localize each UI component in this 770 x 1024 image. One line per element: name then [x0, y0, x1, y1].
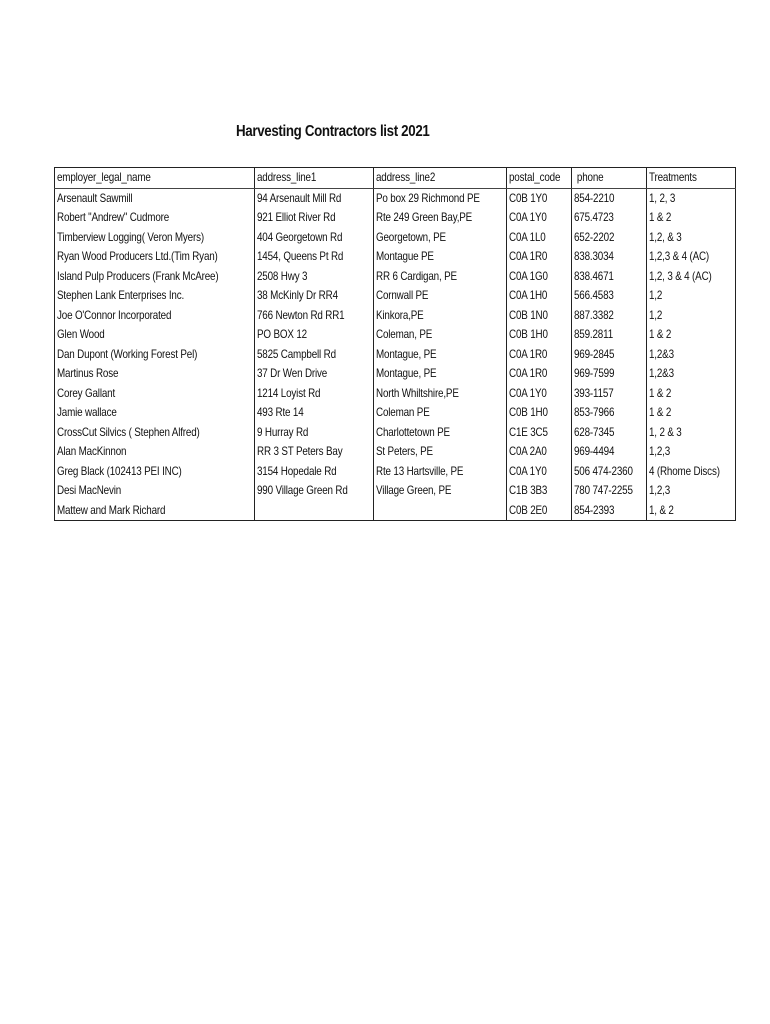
employer-name-cell: Timberview Logging( Veron Myers) [55, 228, 255, 248]
postal-code-cell: C0B 1Y0 [506, 188, 572, 208]
employer-name-cell: Robert "Andrew" Cudmore [55, 208, 255, 228]
postal-code-cell: C0A 2A0 [506, 442, 572, 462]
postal-code-cell: C0A 1R0 [506, 345, 572, 365]
table-row [55, 442, 736, 462]
treatments-cell: 1,2&3 [647, 345, 736, 365]
postal-code-cell: C0A 1Y0 [506, 384, 572, 404]
phone-cell: 628-7345 [572, 423, 647, 443]
phone-cell: 854-2210 [572, 188, 647, 208]
address-line1-cell: 1214 Loyist Rd [254, 384, 373, 404]
treatments-cell: 1,2, 3 & 4 (AC) [647, 267, 736, 287]
table-row [55, 462, 736, 482]
treatments-cell: 1,2&3 [647, 364, 736, 384]
table-row [55, 188, 736, 208]
employer-name-cell: Greg Black (102413 PEI INC) [55, 462, 255, 482]
phone-cell: 393-1157 [572, 384, 647, 404]
address-line2-cell: Cornwall PE [373, 286, 506, 306]
address-line2-cell: Village Green, PE [373, 481, 506, 501]
phone-cell: 838.4671 [572, 267, 647, 287]
contractors-table [54, 167, 736, 521]
table-row [55, 208, 736, 228]
employer-name-cell: Arsenault Sawmill [55, 188, 255, 208]
employer-name-cell: Island Pulp Producers (Frank McAree) [55, 267, 255, 287]
employer-name-cell: Stephen Lank Enterprises Inc. [55, 286, 255, 306]
address-line1-cell [254, 501, 373, 521]
phone-cell: 675.4723 [572, 208, 647, 228]
address-line2-cell: Charlottetown PE [373, 423, 506, 443]
address-line1-cell: 3154 Hopedale Rd [254, 462, 373, 482]
column-header: employer_legal_name [55, 168, 255, 189]
address-line2-cell: Georgetown, PE [373, 228, 506, 248]
phone-cell: 854-2393 [572, 501, 647, 521]
table-row [55, 501, 736, 521]
treatments-cell: 1 & 2 [647, 325, 736, 345]
treatments-cell: 1 & 2 [647, 208, 736, 228]
phone-cell: 859.2811 [572, 325, 647, 345]
phone-cell: 838.3034 [572, 247, 647, 267]
postal-code-cell: C1B 3B3 [506, 481, 572, 501]
employer-name-cell: Mattew and Mark Richard [55, 501, 255, 521]
address-line1-cell: 2508 Hwy 3 [254, 267, 373, 287]
employer-name-cell: Ryan Wood Producers Ltd.(Tim Ryan) [55, 247, 255, 267]
table-row [55, 423, 736, 443]
address-line1-cell: 9 Hurray Rd [254, 423, 373, 443]
treatments-cell: 1 & 2 [647, 403, 736, 423]
address-line1-cell: 921 Elliot River Rd [254, 208, 373, 228]
phone-cell: 566.4583 [572, 286, 647, 306]
table-row [55, 364, 736, 384]
address-line2-cell: Po box 29 Richmond PE [373, 188, 506, 208]
phone-cell: 853-7966 [572, 403, 647, 423]
postal-code-cell: C0A 1Y0 [506, 208, 572, 228]
treatments-cell: 1,2,3 [647, 442, 736, 462]
treatments-cell: 1,2 [647, 306, 736, 326]
table-row [55, 345, 736, 365]
employer-name-cell: Desi MacNevin [55, 481, 255, 501]
treatments-cell: 1, & 2 [647, 501, 736, 521]
address-line2-cell: RR 6 Cardigan, PE [373, 267, 506, 287]
address-line1-cell: PO BOX 12 [254, 325, 373, 345]
address-line1-cell: 1454, Queens Pt Rd [254, 247, 373, 267]
phone-cell: 969-2845 [572, 345, 647, 365]
address-line1-cell: 37 Dr Wen Drive [254, 364, 373, 384]
employer-name-cell: Alan MacKinnon [55, 442, 255, 462]
employer-name-cell: Joe O'Connor Incorporated [55, 306, 255, 326]
employer-name-cell: Dan Dupont (Working Forest Pel) [55, 345, 255, 365]
address-line1-cell: 493 Rte 14 [254, 403, 373, 423]
address-line1-cell: 5825 Campbell Rd [254, 345, 373, 365]
address-line2-cell: St Peters, PE [373, 442, 506, 462]
address-line2-cell: Montague, PE [373, 345, 506, 365]
table-row [55, 325, 736, 345]
postal-code-cell: C0B 1N0 [506, 306, 572, 326]
address-line2-cell: Coleman PE [373, 403, 506, 423]
table-row [55, 384, 736, 404]
table-row [55, 481, 736, 501]
table-row [55, 306, 736, 326]
postal-code-cell: C0A 1Y0 [506, 462, 572, 482]
treatments-cell: 1, 2 & 3 [647, 423, 736, 443]
column-header: postal_code [506, 168, 572, 189]
address-line1-cell: 38 McKinly Dr RR4 [254, 286, 373, 306]
address-line1-cell: 94 Arsenault Mill Rd [254, 188, 373, 208]
postal-code-cell: C0A 1H0 [506, 286, 572, 306]
address-line2-cell: Rte 13 Hartsville, PE [373, 462, 506, 482]
postal-code-cell: C0B 2E0 [506, 501, 572, 521]
employer-name-cell: Corey Gallant [55, 384, 255, 404]
treatments-cell: 1,2, & 3 [647, 228, 736, 248]
employer-name-cell: Glen Wood [55, 325, 255, 345]
table-row [55, 247, 736, 267]
table-row [55, 267, 736, 287]
address-line1-cell: 766 Newton Rd RR1 [254, 306, 373, 326]
address-line2-cell: North Whiltshire,PE [373, 384, 506, 404]
address-line2-cell: Rte 249 Green Bay,PE [373, 208, 506, 228]
address-line1-cell: 990 Village Green Rd [254, 481, 373, 501]
column-header: address_line2 [373, 168, 506, 189]
postal-code-cell: C0A 1L0 [506, 228, 572, 248]
employer-name-cell: Jamie wallace [55, 403, 255, 423]
treatments-cell: 1, 2, 3 [647, 188, 736, 208]
treatments-cell: 1,2,3 & 4 (AC) [647, 247, 736, 267]
address-line1-cell: 404 Georgetown Rd [254, 228, 373, 248]
phone-cell: 652-2202 [572, 228, 647, 248]
table-header-row [55, 168, 736, 189]
address-line2-cell: Montague PE [373, 247, 506, 267]
postal-code-cell: C0A 1R0 [506, 247, 572, 267]
address-line2-cell [373, 501, 506, 521]
column-header: address_line1 [254, 168, 373, 189]
table-body [55, 188, 736, 521]
address-line1-cell: RR 3 ST Peters Bay [254, 442, 373, 462]
treatments-cell: 1,2,3 [647, 481, 736, 501]
table-row [55, 403, 736, 423]
address-line2-cell: Montague, PE [373, 364, 506, 384]
postal-code-cell: C0B 1H0 [506, 325, 572, 345]
treatments-cell: 1 & 2 [647, 384, 736, 404]
column-header: phone [572, 168, 647, 189]
page-title: Harvesting Contractors list 2021 [236, 123, 430, 140]
postal-code-cell: C0A 1G0 [506, 267, 572, 287]
postal-code-cell: C1E 3C5 [506, 423, 572, 443]
employer-name-cell: CrossCut Silvics ( Stephen Alfred) [55, 423, 255, 443]
postal-code-cell: C0B 1H0 [506, 403, 572, 423]
phone-cell: 506 474-2360 [572, 462, 647, 482]
treatments-cell: 4 (Rhome Discs) [647, 462, 736, 482]
treatments-cell: 1,2 [647, 286, 736, 306]
employer-name-cell: Martinus Rose [55, 364, 255, 384]
phone-cell: 969-7599 [572, 364, 647, 384]
column-header: Treatments [647, 168, 736, 189]
phone-cell: 780 747-2255 [572, 481, 647, 501]
table-row [55, 286, 736, 306]
postal-code-cell: C0A 1R0 [506, 364, 572, 384]
address-line2-cell: Kinkora,PE [373, 306, 506, 326]
address-line2-cell: Coleman, PE [373, 325, 506, 345]
phone-cell: 887.3382 [572, 306, 647, 326]
table-row [55, 228, 736, 248]
phone-cell: 969-4494 [572, 442, 647, 462]
